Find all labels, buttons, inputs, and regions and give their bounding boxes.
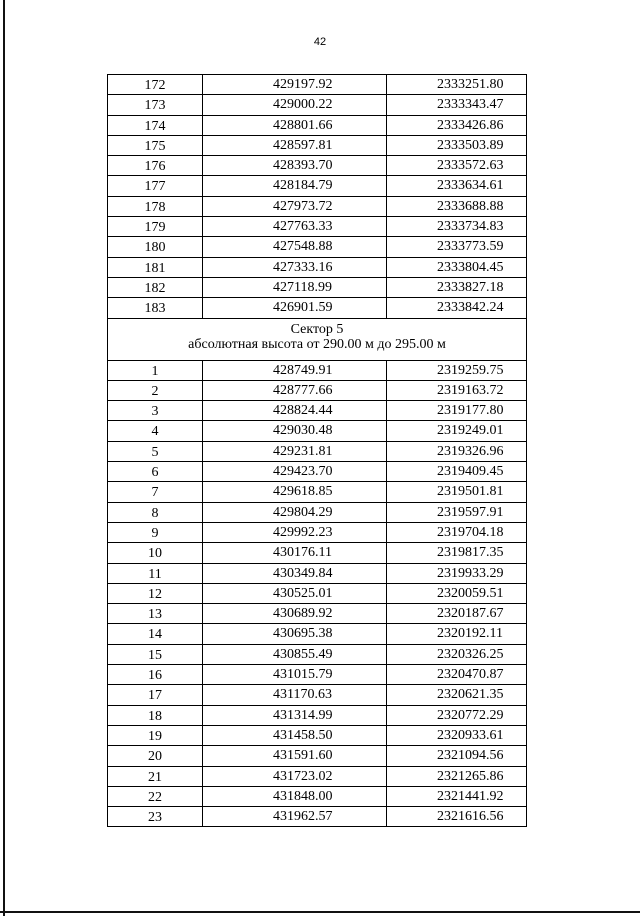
coordinate-y-cell: 2319326.96: [387, 442, 527, 462]
table-row: [108, 197, 527, 217]
coordinate-x-cell: 428801.66: [203, 116, 387, 136]
point-number-cell: 14: [108, 624, 203, 644]
point-number-cell: 182: [108, 278, 203, 298]
coordinate-x-cell: 427763.33: [203, 217, 387, 237]
coordinate-y-cell: 2319704.18: [387, 523, 527, 543]
coordinate-y-cell: 2333426.86: [387, 116, 527, 136]
point-number-cell: 11: [108, 564, 203, 584]
table-row: [108, 624, 527, 644]
table-row: [108, 543, 527, 563]
table-row: [108, 685, 527, 705]
table-row: [108, 421, 527, 441]
point-number-cell: 9: [108, 523, 203, 543]
point-number-cell: 4: [108, 421, 203, 441]
table-row: [108, 523, 527, 543]
coordinate-y-cell: 2319933.29: [387, 564, 527, 584]
table-row: [108, 298, 527, 318]
table-row: [108, 584, 527, 604]
point-number-cell: 173: [108, 95, 203, 115]
table-row: [108, 136, 527, 156]
coordinate-x-cell: 431015.79: [203, 665, 387, 685]
coordinate-y-cell: 2333842.24: [387, 298, 527, 318]
coordinate-x-cell: 427333.16: [203, 258, 387, 278]
coordinate-y-cell: 2319409.45: [387, 462, 527, 482]
point-number-cell: 23: [108, 807, 203, 827]
coordinate-x-cell: 429197.92: [203, 75, 387, 95]
coordinate-y-cell: 2333343.47: [387, 95, 527, 115]
coordinate-x-cell: 429992.23: [203, 523, 387, 543]
point-number-cell: 17: [108, 685, 203, 705]
coordinate-y-cell: 2319249.01: [387, 421, 527, 441]
table-row: [108, 381, 527, 401]
coordinate-y-cell: 2320933.61: [387, 726, 527, 746]
coordinate-y-cell: 2333827.18: [387, 278, 527, 298]
coordinate-x-cell: 430695.38: [203, 624, 387, 644]
coordinate-y-cell: 2333572.63: [387, 156, 527, 176]
coordinate-y-cell: 2321441.92: [387, 787, 527, 807]
point-number-cell: 15: [108, 645, 203, 665]
coordinate-x-cell: 428749.91: [203, 361, 387, 381]
point-number-cell: 175: [108, 136, 203, 156]
coordinate-y-cell: 2333503.89: [387, 136, 527, 156]
coordinate-x-cell: 429804.29: [203, 503, 387, 523]
scan-edge-left: [3, 0, 5, 916]
coordinate-x-cell: 429000.22: [203, 95, 387, 115]
point-number-cell: 172: [108, 75, 203, 95]
coordinate-y-cell: 2333634.61: [387, 176, 527, 196]
page-number: 42: [313, 36, 327, 48]
table-row: [108, 462, 527, 482]
point-number-cell: 3: [108, 401, 203, 421]
table-row: [108, 217, 527, 237]
coordinate-y-cell: 2321616.56: [387, 807, 527, 827]
coordinate-x-cell: 427548.88: [203, 237, 387, 257]
coordinate-x-cell: 431848.00: [203, 787, 387, 807]
coordinate-y-cell: 2320059.51: [387, 584, 527, 604]
table-row: [108, 258, 527, 278]
point-number-cell: 181: [108, 258, 203, 278]
point-number-cell: 20: [108, 746, 203, 766]
coordinate-x-cell: 426901.59: [203, 298, 387, 318]
coordinate-x-cell: 428393.70: [203, 156, 387, 176]
table-body-bottom: [108, 361, 527, 828]
coordinate-y-cell: 2320192.11: [387, 624, 527, 644]
coordinate-y-cell: 2320621.35: [387, 685, 527, 705]
coordinate-x-cell: 429618.85: [203, 482, 387, 502]
coordinate-x-cell: 428184.79: [203, 176, 387, 196]
point-number-cell: 8: [108, 503, 203, 523]
point-number-cell: 179: [108, 217, 203, 237]
table-row: [108, 482, 527, 502]
point-number-cell: 13: [108, 604, 203, 624]
coordinate-y-cell: 2319259.75: [387, 361, 527, 381]
point-number-cell: 18: [108, 706, 203, 726]
coordinate-x-cell: 430689.92: [203, 604, 387, 624]
coordinates-table: [107, 74, 527, 827]
coordinate-y-cell: 2333251.80: [387, 75, 527, 95]
table-row: [108, 278, 527, 298]
point-number-cell: 5: [108, 442, 203, 462]
coordinate-y-cell: 2319177.80: [387, 401, 527, 421]
coordinate-x-cell: 431962.57: [203, 807, 387, 827]
coordinate-x-cell: 431458.50: [203, 726, 387, 746]
point-number-cell: 22: [108, 787, 203, 807]
coordinate-y-cell: 2333804.45: [387, 258, 527, 278]
coordinate-x-cell: 429231.81: [203, 442, 387, 462]
table-row: [108, 401, 527, 421]
table-row: [108, 95, 527, 115]
table-body-top: [108, 75, 527, 319]
point-number-cell: 16: [108, 665, 203, 685]
coordinate-x-cell: 430349.84: [203, 564, 387, 584]
table-row: [108, 746, 527, 766]
table-row: [108, 787, 527, 807]
coordinate-y-cell: 2333688.88: [387, 197, 527, 217]
coordinate-x-cell: 427973.72: [203, 197, 387, 217]
coordinate-x-cell: 430525.01: [203, 584, 387, 604]
coordinate-x-cell: 431591.60: [203, 746, 387, 766]
table-row: [108, 645, 527, 665]
sector-title: Сектор 5: [290, 321, 344, 337]
table-row: [108, 706, 527, 726]
coordinate-x-cell: 430855.49: [203, 645, 387, 665]
table-row: [108, 442, 527, 462]
coordinate-x-cell: 431314.99: [203, 706, 387, 726]
table-row: [108, 604, 527, 624]
coordinate-y-cell: 2320470.87: [387, 665, 527, 685]
point-number-cell: 180: [108, 237, 203, 257]
table-row: [108, 176, 527, 196]
coordinate-x-cell: 428824.44: [203, 401, 387, 421]
point-number-cell: 178: [108, 197, 203, 217]
table-row: [108, 807, 527, 827]
coordinate-y-cell: 2319597.91: [387, 503, 527, 523]
coordinate-x-cell: 431170.63: [203, 685, 387, 705]
table-row: [108, 156, 527, 176]
point-number-cell: 21: [108, 767, 203, 787]
point-number-cell: 2: [108, 381, 203, 401]
table-row: [108, 564, 527, 584]
point-number-cell: 7: [108, 482, 203, 502]
point-number-cell: 12: [108, 584, 203, 604]
point-number-cell: 6: [108, 462, 203, 482]
coordinate-y-cell: 2319817.35: [387, 543, 527, 563]
point-number-cell: 1: [108, 361, 203, 381]
coordinate-x-cell: 429423.70: [203, 462, 387, 482]
coordinate-y-cell: 2333773.59: [387, 237, 527, 257]
coordinate-y-cell: 2320772.29: [387, 706, 527, 726]
coordinate-y-cell: 2320187.67: [387, 604, 527, 624]
point-number-cell: 177: [108, 176, 203, 196]
sector-subtitle: абсолютная высота от 290.00 м до 295.00 м: [188, 336, 446, 352]
coordinate-y-cell: 2321094.56: [387, 746, 527, 766]
table-row: [108, 361, 527, 381]
table-row: [108, 237, 527, 257]
coordinate-x-cell: 431723.02: [203, 767, 387, 787]
coordinate-x-cell: 428777.66: [203, 381, 387, 401]
table-row: [108, 503, 527, 523]
scan-edge-bottom: [0, 911, 640, 913]
coordinate-y-cell: 2319163.72: [387, 381, 527, 401]
point-number-cell: 174: [108, 116, 203, 136]
coordinate-x-cell: 429030.48: [203, 421, 387, 441]
table-row: [108, 726, 527, 746]
table-row: [108, 665, 527, 685]
point-number-cell: 19: [108, 726, 203, 746]
coordinate-x-cell: 430176.11: [203, 543, 387, 563]
table-row: [108, 767, 527, 787]
table-row: [108, 75, 527, 95]
coordinate-y-cell: 2321265.86: [387, 767, 527, 787]
point-number-cell: 10: [108, 543, 203, 563]
table-row: [108, 116, 527, 136]
coordinate-y-cell: 2333734.83: [387, 217, 527, 237]
coordinate-x-cell: 428597.81: [203, 136, 387, 156]
point-number-cell: 176: [108, 156, 203, 176]
coordinate-y-cell: 2319501.81: [387, 482, 527, 502]
sector-header-row: [108, 319, 527, 361]
coordinate-y-cell: 2320326.25: [387, 645, 527, 665]
coordinate-x-cell: 427118.99: [203, 278, 387, 298]
point-number-cell: 183: [108, 298, 203, 318]
